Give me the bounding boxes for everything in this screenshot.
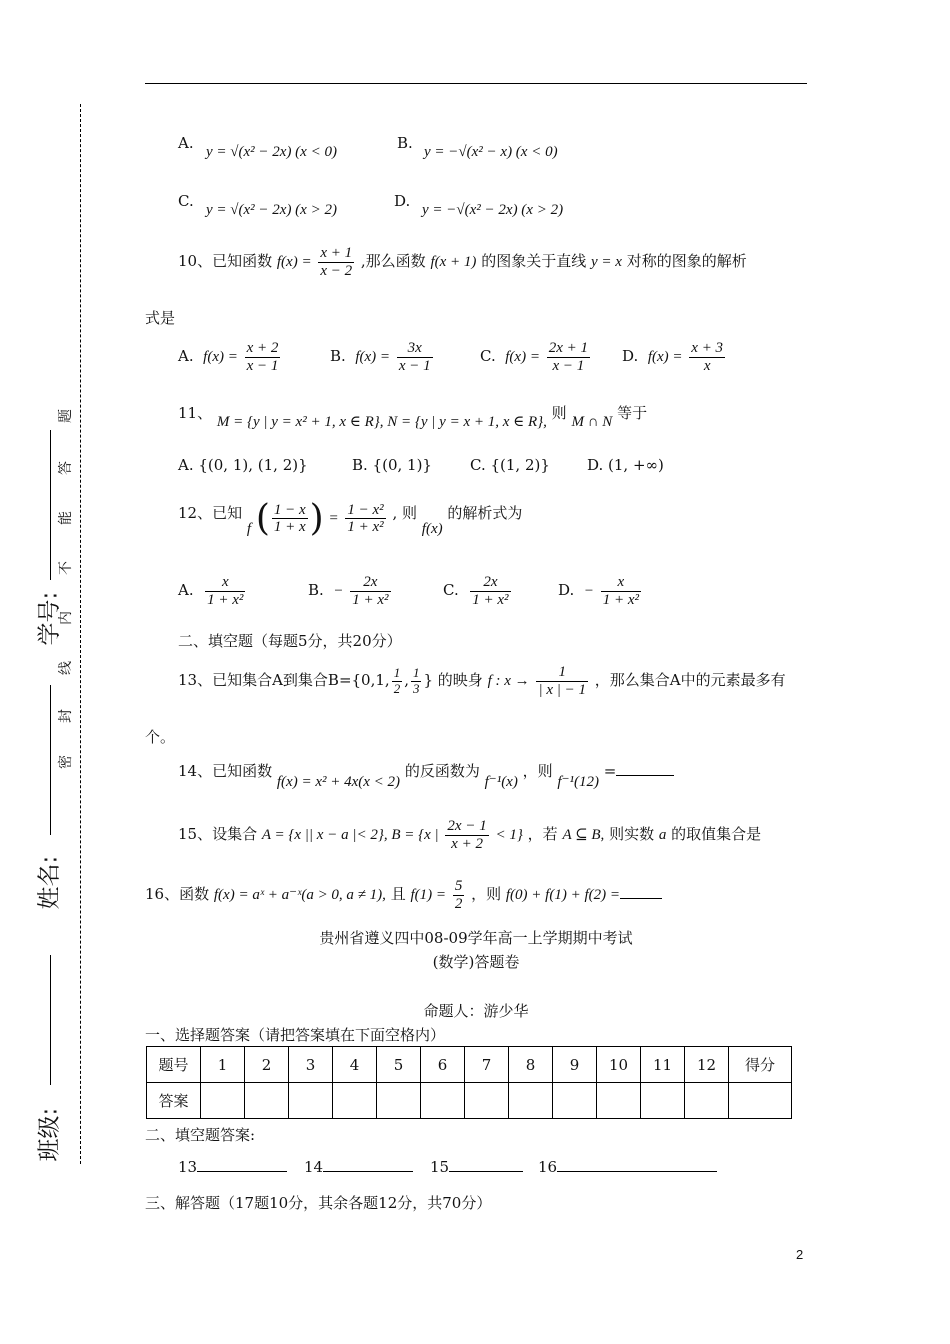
q10-option-a: A. f(x) = $\frac{x + 2}{x - 1}$ [178, 340, 279, 374]
blank-16-line[interactable] [557, 1171, 717, 1172]
q12-option-b: B. − $\frac{2x}{\text{1 + x²}}$ [308, 574, 389, 608]
answer-cell[interactable] [289, 1083, 333, 1119]
seal-char: 能 [58, 511, 74, 525]
q10-fraction: $\frac{x + 1}{x - 2}$ [320, 245, 353, 279]
table-header-cell: 7 [465, 1047, 509, 1083]
question-16: 16、函数 f(x) = aˣ + a⁻ˣ(a > 0, a ≠ 1), 且 f(1) = $\frac{5}{2}$ ，则 f(0) + f(1) + f(2) = [145, 878, 662, 912]
blank-15-line[interactable] [449, 1171, 523, 1172]
answer-cell[interactable] [597, 1083, 641, 1119]
q14-blank[interactable] [616, 775, 674, 776]
question-10: 10、已知函数 f(x) = $\frac{x + 1}{x - 2}$ ,那么函数 f(x + 1) 的图象关于直线 y = x 对称的图象的解析 [178, 245, 747, 279]
table-header-cell: 得分 [729, 1047, 792, 1083]
q9-option-a: y = √(x² − 2x) (x < 0) [206, 144, 337, 160]
q11-option-a: A. {(0, 1), (1, 2)} [178, 456, 308, 474]
answer-cell[interactable] [201, 1083, 245, 1119]
binding-dashed-line [80, 104, 81, 1164]
table-header-cell: 题号 [147, 1047, 201, 1083]
name-blank [50, 685, 51, 835]
table-row [147, 1047, 792, 1083]
id-label: 学号: [36, 591, 63, 646]
section-2-answers-heading: 二、填空题答案: [145, 1126, 256, 1144]
question-15: 15、设集合 A = {x || x − a |< 2}, B = {x | $\frac{2x - 1}{x + 2}$ < 1} ，若 A ⊆ B, 则实数 a 的取值集合是 [178, 818, 762, 852]
q9-option-d: y = −√(x² − 2x) (x > 2) [422, 202, 564, 218]
seal-char: 线 [58, 661, 74, 675]
q10-option-b: B. f(x) = $\frac{3x}{x - 1}$ [330, 340, 431, 374]
answer-cell[interactable] [465, 1083, 509, 1119]
class-label: 班级: [36, 1107, 63, 1162]
question-13: 13、已知集合A到集合B={0,1, $\frac{1}{2}$ , $\frac{1}{3}$ } 的映身 f : x → $\frac{1}{| x | - 1}$ ，那么集合A中的元素最多有 [178, 664, 786, 698]
class-blank [50, 955, 51, 1085]
q12-option-a: A. $\frac{x}{\text{1 + x²}}$ [178, 574, 244, 608]
question-10-cont: 式是 [145, 309, 176, 327]
q10-option-c: C. f(x) = $\frac{2x + 1}{x - 1}$ [480, 340, 589, 374]
answer-cell[interactable] [245, 1083, 289, 1119]
table-header-cell: 4 [333, 1047, 377, 1083]
seal-char: 封 [58, 709, 74, 723]
q9-option-b-label: B. [397, 134, 413, 152]
q9-option-d-label: D. [394, 192, 411, 210]
page-number: 2 [796, 1247, 804, 1262]
answer-cell[interactable] [333, 1083, 377, 1119]
q9-option-c-label: C. [178, 192, 194, 210]
q9-option-b: y = −√(x² − x) (x < 0) [424, 144, 558, 160]
answer-cell[interactable] [509, 1083, 553, 1119]
table-header-cell: 8 [509, 1047, 553, 1083]
blank-14-line[interactable] [323, 1171, 413, 1172]
fill-blank-14: 14 [304, 1158, 413, 1176]
table-header-cell: 1 [201, 1047, 245, 1083]
section-3-heading: 三、解答题（17题10分，其余各题12分，共70分） [145, 1194, 492, 1212]
table-header-cell: 10 [597, 1047, 641, 1083]
fill-blank-13: 13 [178, 1158, 287, 1176]
question-13-cont: 个。 [145, 728, 176, 746]
q12-option-c: C. $\frac{2x}{\text{1 + x²}}$ [443, 574, 509, 608]
header-rule [145, 83, 807, 84]
answer-cell[interactable] [377, 1083, 421, 1119]
answer-table [146, 1046, 792, 1119]
question-11: 11、 M = {y | y = x² + 1, x ∈ R}, N = {y | y = x + 1, x ∈ R}, 则 M ∩ N 等于 [178, 404, 648, 430]
answer-cell[interactable] [421, 1083, 465, 1119]
answer-sheet-author: 命题人：游少华 [423, 1002, 529, 1020]
q11-option-d: D. (1, +∞) [587, 456, 664, 474]
question-14: 14、已知函数 f(x) = x² + 4x(x < 2) 的反函数为 f⁻¹(x) ，则 f⁻¹(12) = [178, 760, 674, 781]
blank-13-line[interactable] [197, 1171, 287, 1172]
seal-char: 内 [58, 611, 74, 625]
seal-char: 不 [58, 561, 74, 575]
fill-blank-15: 15 [430, 1158, 523, 1176]
answer-sheet-subtitle: (数学)答题卷 [432, 953, 520, 971]
seal-char: 答 [58, 461, 74, 475]
q11-option-c: C. {(1, 2)} [470, 456, 550, 474]
q9-option-c: y = √(x² − 2x) (x > 2) [206, 202, 337, 218]
answer-row-label: 答案 [147, 1083, 201, 1119]
table-header-cell: 3 [289, 1047, 333, 1083]
table-header-cell: 6 [421, 1047, 465, 1083]
section-2-heading: 二、填空题（每题5分，共20分） [178, 632, 402, 650]
section-1-answers-heading: 一、选择题答案（请把答案填在下面空格内） [145, 1026, 446, 1044]
score-cell[interactable] [729, 1083, 792, 1119]
fill-blank-16: 16 [538, 1158, 717, 1176]
q11-option-b: B. {(0, 1)} [352, 456, 432, 474]
table-header-cell: 2 [245, 1047, 289, 1083]
q10-option-d: D. f(x) = $\frac{x + 3}{x}$ [622, 340, 724, 374]
answer-cell[interactable] [641, 1083, 685, 1119]
id-blank [50, 430, 51, 580]
q12-option-d: D. − $\frac{x}{\text{1 + x²}}$ [558, 574, 639, 608]
table-header-cell: 11 [641, 1047, 685, 1083]
seal-char: 题 [58, 409, 74, 423]
table-row [147, 1083, 792, 1119]
q9-option-a-label: A. [178, 134, 194, 152]
seal-char: 密 [58, 755, 74, 769]
table-header-cell: 5 [377, 1047, 421, 1083]
table-header-cell: 12 [685, 1047, 729, 1083]
table-header-cell: 9 [553, 1047, 597, 1083]
question-12: 12、已知 f ( $\frac{1 - x}{1 + x}$ ) = $\frac{\text{1 − x²}}{\text{1 + x²}}$ , 则 f(x) 的解析式为 [178, 498, 523, 539]
answer-cell[interactable] [553, 1083, 597, 1119]
answer-sheet-title: 贵州省遵义四中08-09学年高一上学期期中考试 [319, 929, 633, 947]
q16-blank[interactable] [620, 898, 662, 899]
name-label: 姓名: [36, 855, 63, 910]
answer-cell[interactable] [685, 1083, 729, 1119]
